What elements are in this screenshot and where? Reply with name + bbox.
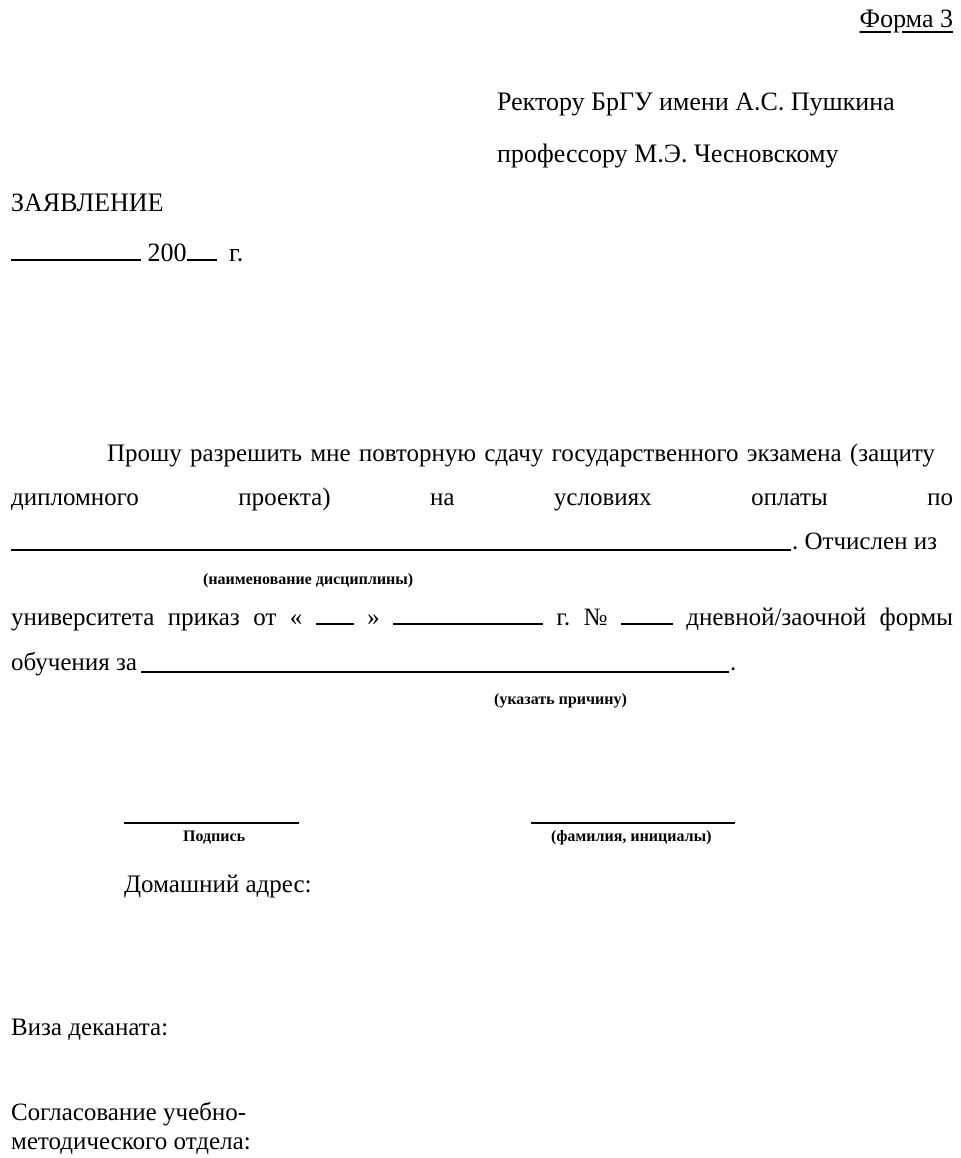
word: дипломного bbox=[11, 484, 139, 511]
reason-blank-field[interactable] bbox=[141, 671, 729, 673]
study-suffix: . bbox=[730, 649, 737, 676]
word: г. bbox=[556, 604, 571, 631]
discipline-blank-field[interactable] bbox=[11, 549, 791, 551]
study-prefix: обучения за bbox=[11, 649, 137, 676]
reason-caption: (указать причину) bbox=[494, 691, 627, 708]
order-number-blank-field[interactable] bbox=[621, 603, 673, 625]
date-year-suffix: г. bbox=[229, 238, 244, 267]
quote-open: « bbox=[289, 604, 303, 631]
request-paragraph-line2 bbox=[11, 483, 953, 513]
word: университета bbox=[11, 604, 155, 631]
word: оплаты bbox=[751, 484, 828, 511]
name-blank-field[interactable] bbox=[531, 822, 735, 824]
date-blank-field[interactable] bbox=[11, 239, 141, 261]
name-caption: (фамилия, инициалы) bbox=[551, 828, 712, 845]
form-number-label: Форма 3 bbox=[859, 4, 953, 33]
word: формы bbox=[879, 604, 953, 631]
order-month-blank-field[interactable] bbox=[393, 603, 543, 625]
quote-close: » bbox=[367, 604, 380, 631]
expelled-text: . Отчислен из bbox=[792, 528, 937, 555]
year-blank-field[interactable] bbox=[187, 239, 217, 261]
number-sign: № bbox=[583, 604, 608, 631]
date-year-prefix: 200 bbox=[147, 238, 187, 267]
home-address-label: Домашний адрес: bbox=[124, 871, 312, 898]
approval-label-line2: методического отдела: bbox=[11, 1128, 251, 1155]
word: проекта) bbox=[238, 484, 331, 511]
signature-caption: Подпись bbox=[183, 828, 246, 845]
word: приказ bbox=[167, 604, 240, 631]
word: на bbox=[429, 484, 455, 511]
signature-blank-field[interactable] bbox=[124, 822, 299, 824]
dean-visa-label: Виза деканата: bbox=[11, 1014, 169, 1041]
word: условиях bbox=[553, 484, 652, 511]
approval-label-line1: Согласование учебно- bbox=[11, 1099, 247, 1126]
request-paragraph-line1: Прошу разрешить мне повторную сдачу государственного экзамена (защиту bbox=[107, 440, 935, 467]
order-day-blank-field[interactable] bbox=[316, 603, 354, 625]
document-title: ЗАЯВЛЕНИЕ bbox=[11, 188, 164, 217]
addressee-line-professor: профессору М.Э. Чесновскому bbox=[497, 139, 839, 168]
word: от bbox=[253, 604, 277, 631]
date-line bbox=[11, 238, 243, 268]
word: дневной/заочной bbox=[686, 604, 867, 631]
discipline-caption: (наименование дисциплины) bbox=[203, 571, 414, 588]
word: по bbox=[927, 484, 953, 511]
addressee-line-rector: Ректору БрГУ имени А.С. Пушкина bbox=[497, 87, 895, 116]
university-order-line bbox=[11, 603, 953, 633]
